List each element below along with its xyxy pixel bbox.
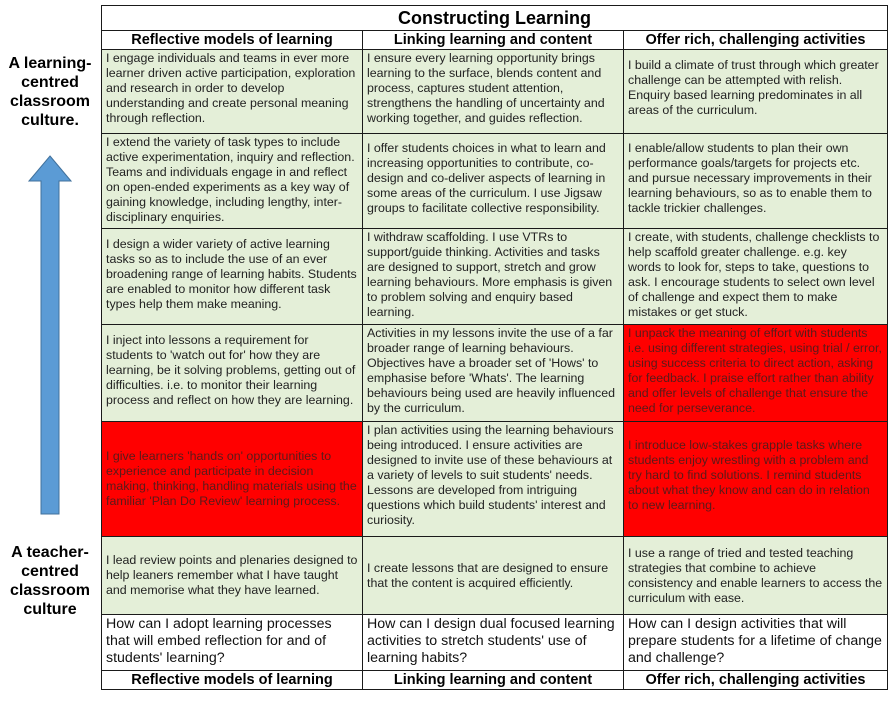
cell-reflective: I engage individuals and teams in ever more learner driven active participation, exploration and research in order to develop understanding and create personal meaning through reflection. [102,50,363,134]
cell-challenging: I use a range of tried and tested teaching strategies that combine to achieve consistency and enable learners to access the curriculum with ease. [624,537,888,615]
column-footer-linking: Linking learning and content [363,671,624,690]
table-row [102,50,888,134]
header-row-top [102,31,888,50]
cell-challenging: I create, with students, challenge checklists to help scaffold greater challenge. e.g. key words to look for, steps to take, questions to ask. I encourage students to select own level of challenge and expect them to make mistakes or get stuck. [624,229,888,325]
cell-linking: I plan activities using the learning behaviours being introduced. I ensure activities are designed to invite use of these behaviours at a variety of levels to suit students' needs. Lessons are developed from intriguing questions which build students' interest and curiosity. [363,422,624,537]
cell-linking: I offer students choices in what to learn and increasing opportunities to contribute, co-design and co-deliver aspects of learning in some areas of the curriculum. I use Jigsaw groups to facilitate collective responsibility. [363,134,624,229]
constructing-learning-table [101,5,888,690]
question-row [102,615,888,671]
cell-reflective: I give learners 'hands on' opportunities to experience and participate in decision making, thinking, handling materials using the familiar 'Plan Do Review' learning process. [102,422,363,537]
cell-challenging: I enable/allow students to plan their own performance goals/targets for projects etc. and pursue necessary improvements in their learning behaviours, so as to enable them to tackle trickier challenges. [624,134,888,229]
cell-reflective: I inject into lessons a requirement for students to 'watch out for' how they are learning, be it solving problems, getting out of difficulties. i.e. to monitor their learning process and reflect on how they are learning. [102,325,363,422]
column-header-reflective: Reflective models of learning [102,31,363,50]
cell-reflective: I lead review points and plenaries designed to help leaners remember what I have taught and memorise what they have learned. [102,537,363,615]
page-title: Constructing Learning [102,6,888,31]
table-row [102,134,888,229]
cell-challenging: I unpack the meaning of effort with students i.e. using different strategies, using trial / error, using success criteria to direct action, asking for feedback. I praise effort rather than ability and offer levels of challenge that ensure the need for perseverance. [624,325,888,422]
table-row [102,229,888,325]
table-row [102,325,888,422]
cell-linking: I ensure every learning opportunity brings learning to the surface, blends content and process, captures student attention, strengthens the handling of uncertainty and working together, and guides reflection. [363,50,624,134]
cell-challenging: I build a climate of trust through which greater challenge can be attempted with relish. Enquiry based learning predominates in all areas of the curriculum. [624,50,888,134]
side-label-top: A learning-centred classroom culture. [8,55,92,129]
title-row [102,6,888,31]
header-row-bottom [102,671,888,690]
cell-challenging: I introduce low-stakes grapple tasks where students enjoy wrestling with a problem and try hard to find solutions. I remind students about what they know and can do in relation to new learning. [624,422,888,537]
cell-reflective: I design a wider variety of active learning tasks so as to include the use of an ever broadening range of learning habits. Students are enabled to monitor how different task types help them make meaning. [102,229,363,325]
column-header-linking: Linking learning and content [363,31,624,50]
question-linking: How can I design dual focused learning activities to stretch students' use of learning habits? [363,615,624,671]
side-label-bottom: A teacher-centred classroom culture [9,544,91,618]
question-challenging: How can I design activities that will prepare students for a lifetime of change and challenge? [624,615,888,671]
table-row [102,422,888,537]
up-arrow-icon [28,155,72,515]
cell-reflective: I extend the variety of task types to include active experimentation, inquiry and reflection. Teams and individuals engage in and reflect on open-ended experiments as a key way of gaining knowledge, including lengthy, inter-disciplinary enquiries. [102,134,363,229]
column-footer-reflective: Reflective models of learning [102,671,363,690]
question-reflective: How can I adopt learning processes that will embed reflection for and of students' learning? [102,615,363,671]
cell-linking: Activities in my lessons invite the use of a far broader range of learning behaviours. Objectives have a broader set of 'Hows' to emphasise before 'Whats'. The learning behaviours being used are heavily influenced by the curriculum. [363,325,624,422]
column-footer-challenging: Offer rich, challenging activities [624,671,888,690]
column-header-challenging: Offer rich, challenging activities [624,31,888,50]
table-row [102,537,888,615]
cell-linking: I create lessons that are designed to ensure that the content is acquired efficiently. [363,537,624,615]
cell-linking: I withdraw scaffolding. I use VTRs to support/guide thinking. Activities and tasks are designed to support, stretch and grow learning behaviours. More emphasis is given to problem solving and enquiry based learning. [363,229,624,325]
